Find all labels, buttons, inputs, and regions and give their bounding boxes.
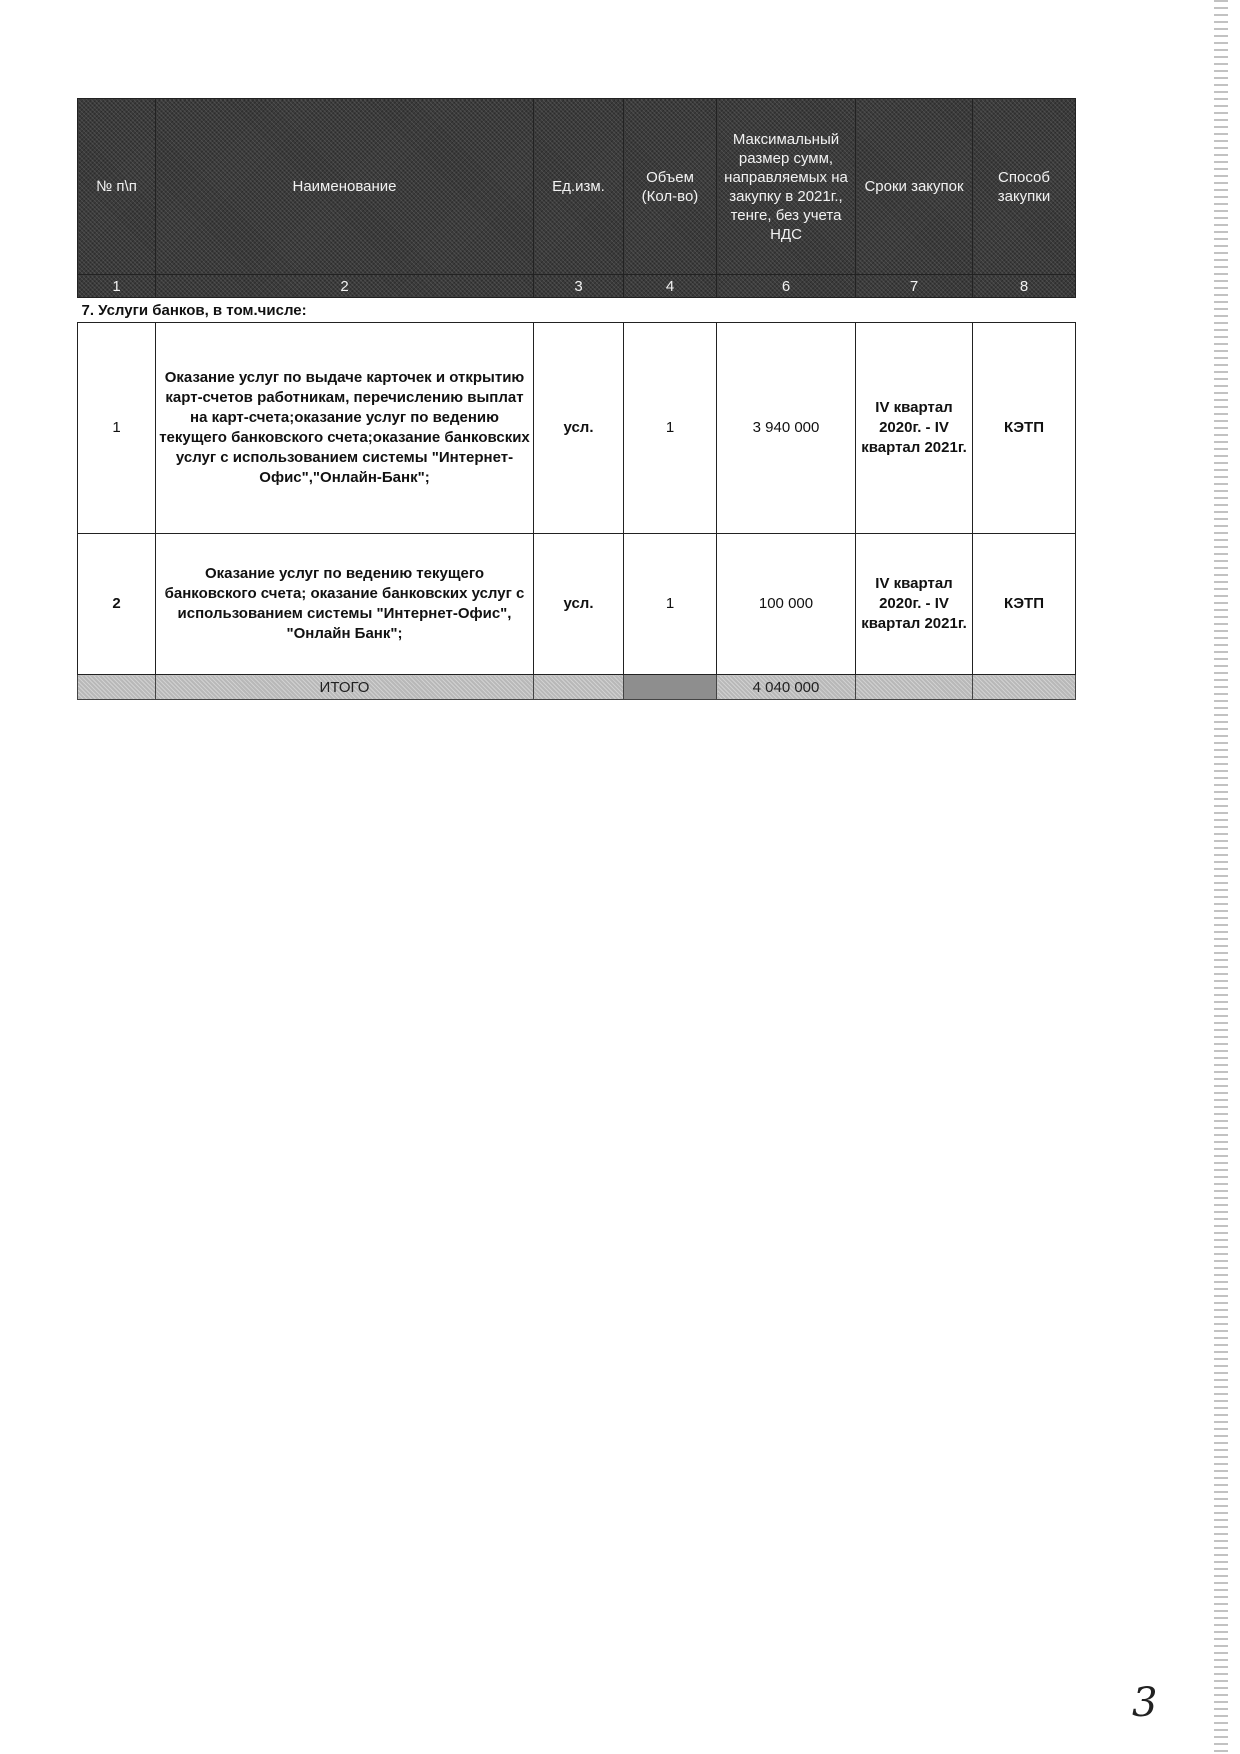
total-empty-cell	[973, 675, 1076, 700]
column-number-row	[78, 275, 1076, 298]
row-unit: усл.	[534, 534, 624, 675]
header-unit: Ед.изм.	[534, 99, 624, 275]
row-method: КЭТП	[973, 323, 1076, 534]
column-number: 3	[534, 275, 624, 298]
section-row	[78, 298, 1076, 323]
total-empty-cell	[534, 675, 624, 700]
column-number: 1	[78, 275, 156, 298]
total-empty-cell	[624, 675, 717, 700]
total-amount: 4 040 000	[717, 675, 856, 700]
header-method: Способ закупки	[973, 99, 1076, 275]
page-number: 3	[1132, 1680, 1158, 1726]
row-quantity: 1	[624, 534, 717, 675]
table-row	[78, 323, 1076, 534]
column-number: 4	[624, 275, 717, 298]
total-empty-cell	[78, 675, 156, 700]
procurement-table	[77, 98, 1076, 700]
header-number: № п\п	[78, 99, 156, 275]
row-period: IV квартал 2020г. - IV квартал 2021г.	[856, 534, 973, 675]
total-row	[78, 675, 1076, 700]
section-title: 7. Услуги банков, в том.числе:	[81, 301, 307, 319]
row-number: 1	[78, 323, 156, 534]
row-amount: 3 940 000	[717, 323, 856, 534]
scan-edge-artifact	[1214, 0, 1228, 1754]
procurement-table-sheet	[77, 98, 1075, 700]
row-method: КЭТП	[973, 534, 1076, 675]
header-quantity: Объем (Кол-во)	[624, 99, 717, 275]
header-amount: Максимальный размер сумм, направляемых на закупку в 2021г., тенге, без учета НДС	[717, 99, 856, 275]
total-empty-cell	[856, 675, 973, 700]
row-name: Оказание услуг по ведению текущего банковского счета; оказание банковских услуг с использованием системы "Интернет-Офис", "Онлайн Банк";	[156, 534, 534, 675]
header-period: Сроки закупок	[856, 99, 973, 275]
column-number: 8	[973, 275, 1076, 298]
column-number: 2	[156, 275, 534, 298]
row-number: 2	[78, 534, 156, 675]
row-unit: усл.	[534, 323, 624, 534]
header-row	[78, 99, 1076, 275]
row-quantity: 1	[624, 323, 717, 534]
column-number: 7	[856, 275, 973, 298]
row-amount: 100 000	[717, 534, 856, 675]
row-name: Оказание услуг по выдаче карточек и открытию карт-счетов работникам, перечислению выплат на карт-счета;оказание услуг по ведению текущего банковского счета;оказание банковских услуг с использованием системы "Интернет-Офис","Онлайн-Банк";	[156, 323, 534, 534]
table-row	[78, 534, 1076, 675]
column-number: 6	[717, 275, 856, 298]
row-period: IV квартал 2020г. - IV квартал 2021г.	[856, 323, 973, 534]
total-label: ИТОГО	[156, 675, 534, 700]
header-name: Наименование	[156, 99, 534, 275]
